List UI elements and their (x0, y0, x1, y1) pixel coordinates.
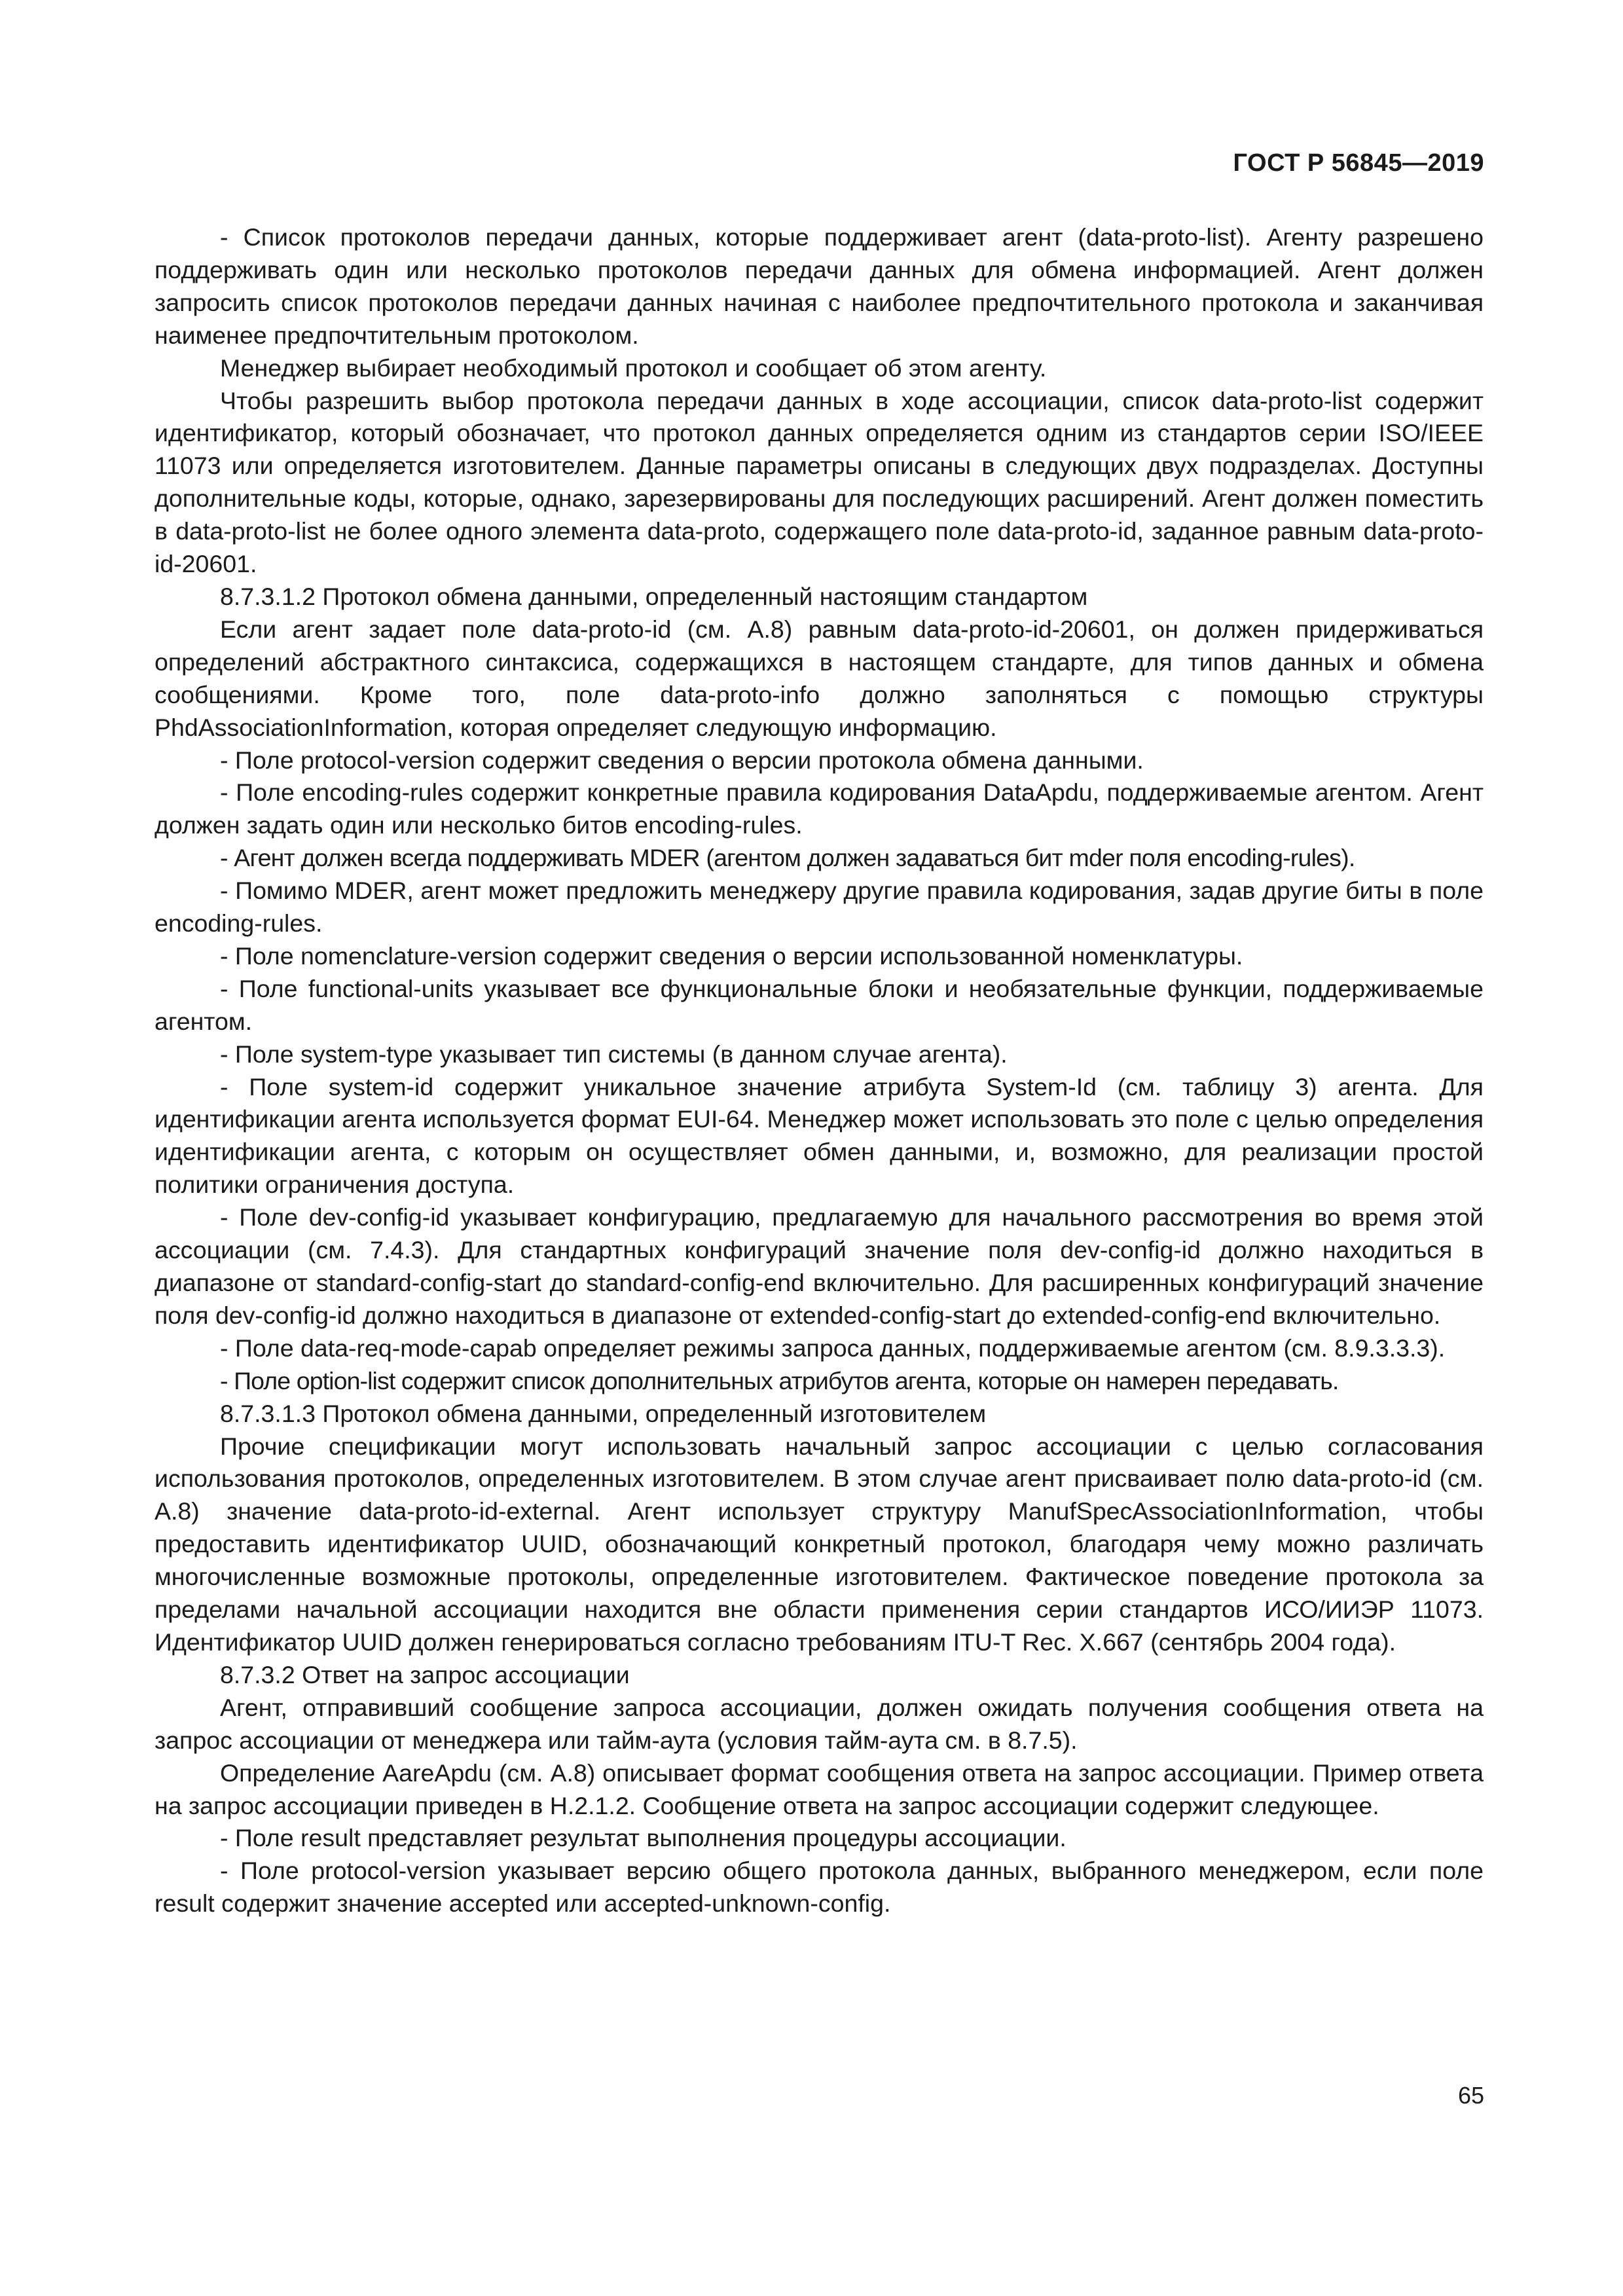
list-item: - Помимо MDER, агент может предложить менеджеру другие правила кодирования, задав другие биты в поле encoding-rules. (155, 877, 1484, 938)
list-item: - Поле data-req-mode-capab определяет режимы запроса данных, поддерживаемые агентом (см. 8.9.3.3.3). (220, 1334, 1446, 1362)
paragraph: Менеджер выбирает необходимый протокол и сообщает об этом агенту. (220, 354, 1047, 382)
paragraph: Прочие спецификации могут использовать начальный запрос ассоциации с целью согласования использования протоколов, определенных изготовителем. В этом случае агент присваивает полю data-proto-id (см. А.8) значение data-proto-id-external. Агент использует структуру ManufSpecAssociationInformation, чтобы предоставить идентификатор UUID, обозначающий конкретный протокол, благодаря чему можно различать многочисленные возможные протоколы, определенные изготовителем. Фактическое поведение протокола за пределами начальной ассоциации находится вне области применения серии стандартов ИСО/ИИЭР 11073. Идентификатор UUID должен генерироваться согласно требованиям ITU-T Rec. X.667 (сентябрь 2004 года). (155, 1432, 1484, 1656)
document-body (155, 221, 1484, 1920)
list-item: - Поле encoding-rules содержит конкретные правила кодирования DataApdu, поддерживаемые агентом. Агент должен задать один или несколько битов encoding-rules. (155, 778, 1484, 839)
paragraph: Определение AareApdu (см. А.8) описывает формат сообщения ответа на запрос ассоциации. Пример ответа на запрос ассоциации приведен в Н.2.1.2. Сообщение ответа на запрос ассоциации содержит следующее. (155, 1758, 1484, 1819)
section-heading: 8.7.3.1.2 Протокол обмена данными, определенный настоящим стандартом (220, 582, 1088, 610)
list-item: - Агент должен всегда поддерживать MDER (агентом должен задаваться бит mder поля encoding-rules). (220, 844, 1355, 872)
paragraph: Если агент задает поле data-proto-id (см. А.8) равным data-proto-id-20601, он должен придерживаться определений абстрактного синтаксиса, содержащихся в настоящем стандарте, для типов данных и обмена сообщениями. Кроме того, поле data-proto-info должно заполняться с помощью структуры PhdAssociationInformation, которая определяет следующую информацию. (155, 615, 1484, 741)
paragraph: Агент, отправивший сообщение запроса ассоциации, должен ожидать получения сообщения ответа на запрос ассоциации от менеджера или тайм-аута (условия тайм-аута см. в 8.7.5). (155, 1693, 1484, 1754)
list-item: - Поле nomenclature-version содержит сведения о версии использованной номенклатуры. (220, 941, 1243, 970)
section-heading: 8.7.3.2 Ответ на запрос ассоциации (220, 1660, 630, 1688)
list-item: - Поле result представляет результат выполнения процедуры ассоциации. (220, 1824, 1067, 1852)
paragraph: - Список протоколов передачи данных, которые поддерживает агент (data-proto-list). Агенту разрешено поддерживать один или несколько протоколов передачи данных для обмена информацией. Агент должен запросить список протоколов передачи данных начиная с наиболее предпочтительного протокола и заканчивая наименее предпочтительным протоколом. (155, 223, 1484, 349)
section-heading: 8.7.3.1.3 Протокол обмена данными, определенный изготовителем (220, 1399, 987, 1427)
document-header: ГОСТ Р 56845—2019 (1233, 149, 1484, 177)
list-item: - Поле functional-units указывает все функциональные блоки и необязательные функции, поддерживаемые агентом. (155, 974, 1484, 1035)
list-item: - Поле protocol-version содержит сведения о версии протокола обмена данными. (220, 746, 1144, 774)
page-number: 65 (1457, 2082, 1484, 2109)
list-item: - Поле system-id содержит уникальное значение атрибута System-Id (см. таблицу 3) агента. Для идентификации агента используется формат EUI-64. Менеджер может использовать это поле с целью определения идентификации агента, с которым он осуществляет обмен данными, и, возможно, для реализации простой политики ограничения доступа. (155, 1072, 1484, 1199)
list-item: - Поле system-type указывает тип системы (в данном случае агента). (220, 1040, 1008, 1068)
list-item: - Поле protocol-version указывает версию общего протокола данных, выбранного менеджером, если поле result содержит значение accepted или accepted-unknown-config. (155, 1857, 1484, 1918)
list-item: - Поле dev-config-id указывает конфигурацию, предлагаемую для начального рассмотрения во время этой ассоциации (см. 7.4.3). Для стандартных конфигураций значение поля dev-config-id должно находиться в диапазоне от standard-config-start до standard-config-end включительно. Для расширенных конфигураций значение поля dev-config-id должно находиться в диапазоне от extended-config-start до extended-config-end включительно. (155, 1203, 1484, 1329)
list-item: - Поле option-list содержит список дополнительных атрибутов агента, которые он намерен передавать. (220, 1366, 1339, 1394)
paragraph: Чтобы разрешить выбор протокола передачи данных в ходе ассоциации, список data-proto-list содержит идентификатор, который обозначает, что протокол данных определяется одним из стандартов серии ISO/IEEE 11073 или определяется изготовителем. Данные параметры описаны в следующих двух подразделах. Доступны дополнительные коды, которые, однако, зарезервированы для последующих расширений. Агент должен поместить в data-proto-list не более одного элемента data-proto, содержащего поле data-proto-id, заданное равным data-proto-id-20601. (155, 386, 1484, 578)
